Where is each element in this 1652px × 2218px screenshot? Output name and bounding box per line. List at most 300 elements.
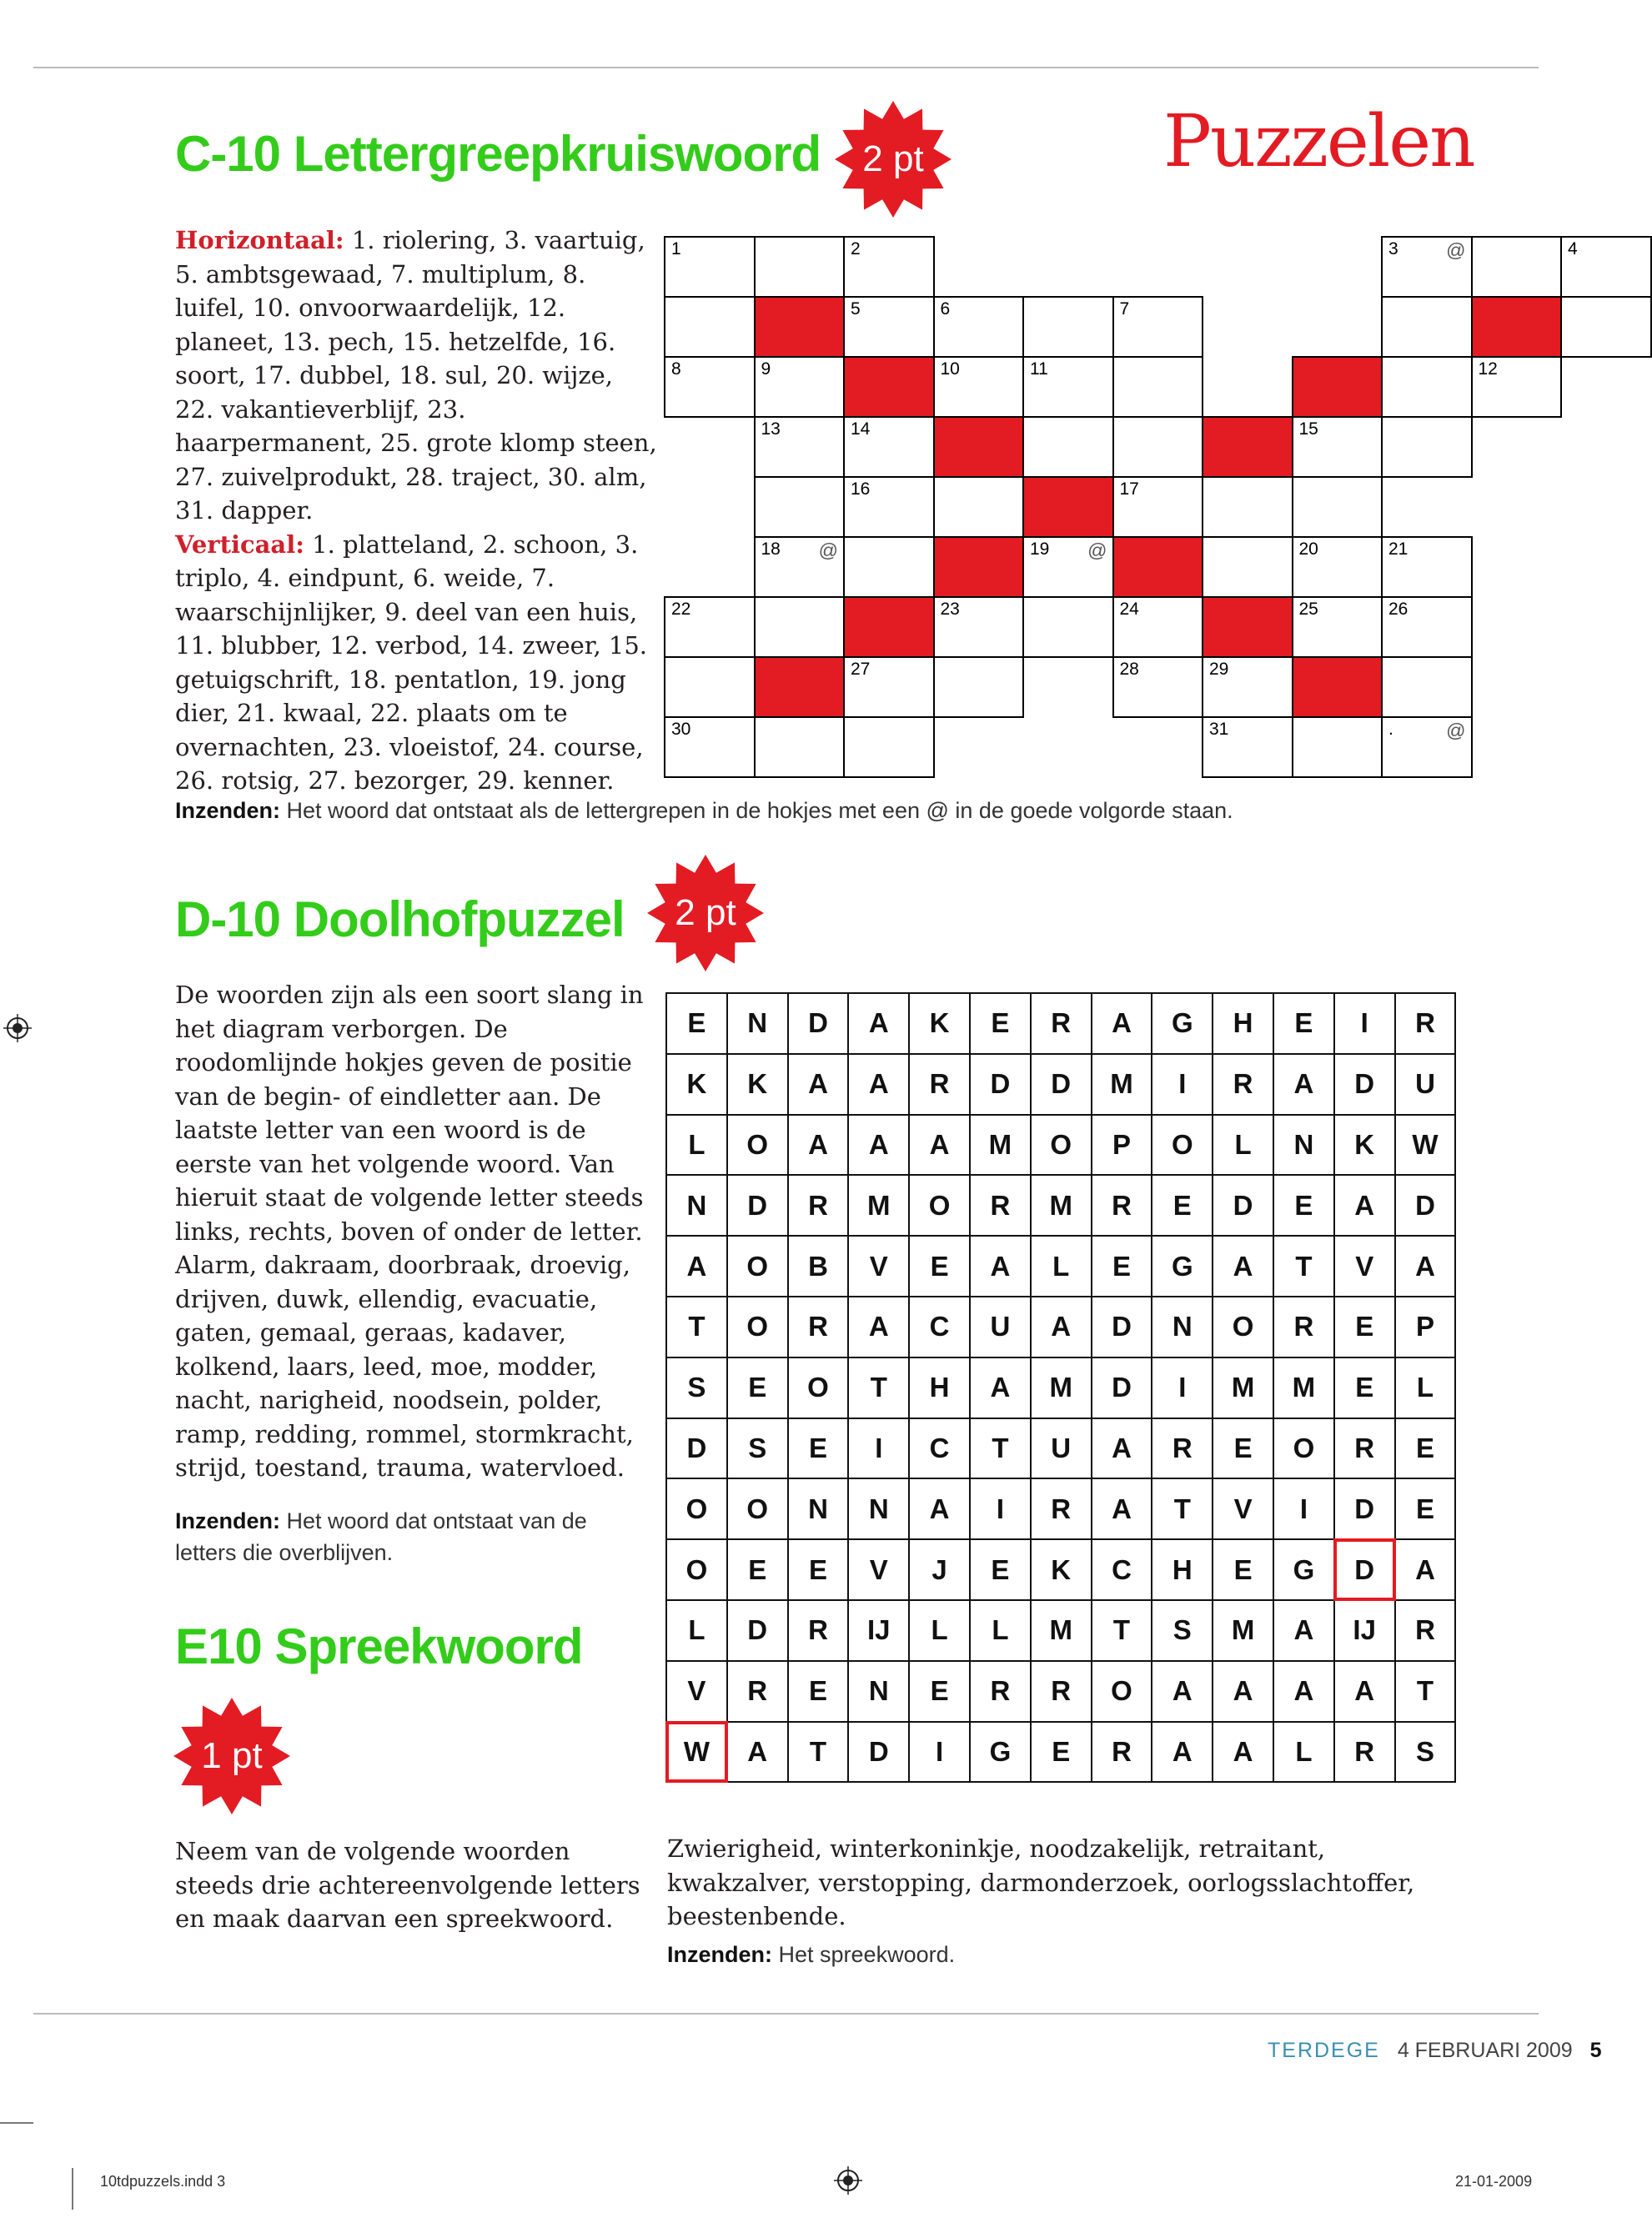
maze-cell[interactable]: A	[847, 1296, 910, 1358]
maze-cell[interactable]: K	[1333, 1114, 1396, 1177]
clue-number: 19	[1030, 539, 1050, 559]
crossword-black-cell	[1022, 476, 1114, 538]
crossword-cell[interactable]	[664, 356, 756, 418]
maze-cell[interactable]: M	[969, 1114, 1032, 1177]
d10-submit-label: Inzenden:	[175, 1508, 280, 1533]
crossword-cell[interactable]	[754, 236, 846, 298]
maze-cell[interactable]: M	[847, 1174, 910, 1237]
crossword-cell[interactable]	[1381, 416, 1473, 478]
crossword-cell[interactable]	[1292, 596, 1383, 658]
crossword-cell[interactable]	[1022, 356, 1114, 418]
at-marker-icon: @	[1087, 539, 1107, 561]
d10-intro: De woorden zijn als een soort slang in het diagram verborgen. De roodomlijnde hokjes geven de positie van de begin- of eindletter aan. De laatste letter van een woord is de eerste van het volgende woord. Van hieruit staat de volgende letter steeds links, rechts, boven of onder de letter.	[175, 981, 644, 1246]
crossword-cell[interactable]	[1292, 416, 1383, 478]
maze-cell[interactable]: E	[787, 1538, 850, 1601]
maze-cell[interactable]: E	[969, 992, 1032, 1055]
crossword-cell[interactable]	[1292, 716, 1383, 778]
maze-cell[interactable]: P	[1394, 1296, 1457, 1358]
maze-cell[interactable]: A	[787, 1053, 850, 1116]
clue-number: 26	[1388, 600, 1408, 619]
maze-cell[interactable]: G	[1151, 1235, 1213, 1297]
maze-cell[interactable]: A	[1212, 1721, 1274, 1784]
maze-cell[interactable]: G	[1273, 1538, 1335, 1601]
c10-title-text: Lettergreepkruiswoord	[293, 126, 821, 182]
maze-cell[interactable]: I	[1151, 1053, 1213, 1116]
maze-cell[interactable]: D	[726, 1174, 789, 1237]
maze-cell[interactable]: A	[1151, 1721, 1213, 1784]
maze-cell[interactable]: R	[969, 1174, 1032, 1237]
c10-submit	[175, 795, 1509, 826]
maze-cell[interactable]: A	[1030, 1296, 1092, 1358]
maze-cell[interactable]: N	[665, 1174, 728, 1237]
crossword-cell[interactable]	[843, 536, 935, 598]
e10-title-text: Spreekwoord	[274, 1618, 583, 1674]
crossword-cell[interactable]	[1112, 596, 1204, 658]
maze-cell[interactable]: D	[847, 1721, 910, 1784]
maze-cell[interactable]: L	[1030, 1235, 1092, 1297]
crossword-cell[interactable]	[1560, 296, 1652, 358]
clue-number: 30	[671, 720, 691, 739]
crossword-cell[interactable]	[1112, 416, 1204, 478]
maze-cell[interactable]: L	[1273, 1721, 1335, 1784]
c10-submit-text: Het woord dat ontstaat als de lettergrepen in de hokjes met een @ in de goede volgorde staan.	[286, 798, 1233, 823]
crossword-cell[interactable]	[1381, 536, 1473, 598]
crossword-cell[interactable]	[843, 416, 935, 478]
maze-cell[interactable]: N	[787, 1478, 850, 1540]
maze-cell[interactable]: M	[1091, 1053, 1153, 1116]
maze-cell[interactable]: W	[1394, 1114, 1457, 1177]
c10-points-badge	[832, 98, 954, 220]
crossword-black-cell	[843, 596, 935, 658]
maze-cell[interactable]: A	[1394, 1538, 1457, 1601]
maze-cell[interactable]: R	[1030, 992, 1092, 1055]
clue-number: 20	[1298, 539, 1318, 559]
clue-number: 7	[1119, 299, 1130, 319]
maze-cell[interactable]: E	[908, 1660, 971, 1723]
d10-points: 2 pt	[675, 892, 736, 933]
maze-cell[interactable]: O	[726, 1114, 789, 1177]
maze-cell[interactable]: O	[1091, 1660, 1153, 1723]
e10-word-list: Zwierigheid, winterkoninkje, noodzakelijk, retraitant, kwakzalver, verstopping, darmonderzoek, oorlogsslachtoffer, beestenbende.	[667, 1834, 1415, 1930]
maze-cell[interactable]: D	[787, 992, 850, 1055]
maze-cell[interactable]: M	[1030, 1357, 1092, 1419]
maze-cell[interactable]: R	[1394, 1599, 1457, 1662]
maze-cell[interactable]: U	[969, 1296, 1032, 1358]
crossword-cell[interactable]	[843, 476, 935, 538]
crossword-cell[interactable]	[933, 476, 1025, 538]
maze-cell[interactable]: E	[969, 1538, 1032, 1601]
maze-cell[interactable]: A	[969, 1357, 1032, 1419]
maze-cell[interactable]: E	[726, 1538, 789, 1601]
crossword-cell[interactable]	[1471, 356, 1563, 418]
maze-cell[interactable]: A	[969, 1235, 1032, 1297]
maze-cell[interactable]: G	[1151, 992, 1213, 1055]
maze-cell[interactable]: H	[1151, 1538, 1213, 1601]
crossword-cell[interactable]	[1022, 536, 1114, 598]
at-marker-icon: @	[1446, 720, 1466, 741]
maze-grid	[665, 992, 1456, 1780]
maze-cell[interactable]: U	[1394, 1053, 1457, 1116]
magazine-name: TERDEGE	[1268, 2039, 1380, 2062]
maze-cell[interactable]: E	[1151, 1174, 1213, 1237]
maze-cell[interactable]: P	[1091, 1114, 1153, 1177]
maze-cell[interactable]: D	[726, 1599, 789, 1662]
maze-cell[interactable]: I	[1333, 992, 1396, 1055]
clue-number: 6	[940, 299, 951, 319]
maze-cell[interactable]: A	[1273, 1660, 1335, 1723]
maze-cell[interactable]: E	[1091, 1235, 1153, 1297]
maze-cell-highlighted[interactable]: W	[665, 1721, 728, 1784]
maze-cell[interactable]: A	[787, 1114, 850, 1177]
maze-cell[interactable]: U	[1030, 1418, 1092, 1480]
clue-number: 4	[1568, 239, 1578, 258]
maze-cell[interactable]: K	[908, 992, 971, 1055]
crossword-cell[interactable]	[1022, 296, 1114, 358]
maze-cell[interactable]: L	[908, 1599, 971, 1662]
maze-cell[interactable]: A	[1333, 1660, 1396, 1723]
maze-cell[interactable]: V	[1212, 1478, 1274, 1540]
crossword-black-cell	[1292, 656, 1383, 718]
vertical-clues: 1. platteland, 2. schoon, 3. triplo, 4. eindpunt, 6. weide, 7. waarschijnlijker, 9. deel van een huis, 11. blubber, 12. verbod, 14. zweer, 15. getuigschrift, 18. pentatlon, 19. jong dier, 21. kwaal, 22. plaats om te overnachten, 23. vloeistof, 24. course, 26. rotsig, 27. bezorger, 29. kenner.	[175, 529, 648, 795]
maze-cell[interactable]: R	[1394, 992, 1457, 1055]
maze-cell[interactable]: L	[665, 1114, 728, 1177]
bottom-rule	[33, 2013, 1539, 2015]
maze-cell[interactable]: E	[908, 1235, 971, 1297]
maze-cell[interactable]: L	[969, 1599, 1032, 1662]
maze-cell[interactable]: C	[908, 1418, 971, 1480]
crossword-cell[interactable]	[754, 476, 846, 538]
crossword-cell[interactable]	[843, 236, 935, 298]
maze-cell[interactable]: J	[908, 1538, 971, 1601]
maze-cell[interactable]: K	[665, 1053, 728, 1116]
clue-number: 5	[851, 299, 861, 319]
maze-cell[interactable]: A	[1212, 1660, 1274, 1723]
maze-cell[interactable]: D	[1212, 1174, 1274, 1237]
crossword-black-cell	[1292, 356, 1383, 418]
maze-cell[interactable]: A	[1273, 1053, 1335, 1116]
clue-number: 21	[1388, 539, 1408, 559]
c10-points: 2 pt	[862, 138, 924, 179]
maze-cell[interactable]: S	[665, 1357, 728, 1419]
crossword-cell[interactable]	[754, 716, 846, 778]
maze-cell[interactable]: T	[1273, 1235, 1335, 1297]
maze-cell[interactable]: B	[787, 1235, 850, 1297]
maze-cell[interactable]: A	[665, 1235, 728, 1297]
crossword-cell[interactable]	[664, 596, 756, 658]
crossword-cell[interactable]	[933, 356, 1025, 418]
maze-cell[interactable]: O	[1030, 1114, 1092, 1177]
crossword-cell[interactable]	[933, 296, 1025, 358]
clue-number: 3	[1388, 239, 1398, 258]
crossword-cell[interactable]	[1560, 236, 1652, 298]
slug-date: 21-01-2009	[1455, 2173, 1533, 2190]
crossword-cell[interactable]	[664, 656, 756, 718]
crossword-black-cell	[843, 356, 935, 418]
clue-number: 24	[1119, 600, 1139, 619]
crossword-cell[interactable]	[1381, 656, 1473, 718]
maze-cell[interactable]: A	[847, 1114, 910, 1177]
c10-clues	[175, 223, 659, 798]
maze-cell[interactable]: S	[726, 1418, 789, 1480]
maze-cell[interactable]: M	[1212, 1357, 1274, 1419]
maze-cell[interactable]: I	[908, 1721, 971, 1784]
maze-cell[interactable]: E	[787, 1660, 850, 1723]
e10-submit	[667, 1939, 1418, 1970]
maze-cell[interactable]: R	[787, 1174, 850, 1237]
maze-cell[interactable]: E	[1394, 1418, 1457, 1480]
clue-number: 23	[940, 600, 960, 619]
crossword-grid	[664, 236, 1578, 778]
e10-points: 1 pt	[201, 1735, 263, 1776]
maze-cell[interactable]: L	[1394, 1357, 1457, 1419]
d10-word-list: Alarm, dakraam, doorbraak, droevig, drijven, duwk, ellendig, evacuatie, gaten, gemaal, geraas, kadaver, kolkend, laars, leed, moe, modder, nacht, narigheid, noodsein, polder, ramp, redding, rommel, stormkracht, strijd, toestand, trauma, watervloed.	[175, 1251, 634, 1482]
clue-number: 22	[671, 600, 691, 619]
maze-cell[interactable]: N	[1151, 1296, 1213, 1358]
clue-number: 2	[851, 239, 861, 258]
maze-cell[interactable]: R	[1091, 1174, 1153, 1237]
d10-title-text: Doolhofpuzzel	[293, 891, 625, 947]
maze-cell[interactable]: E	[726, 1357, 789, 1419]
crossword-cell[interactable]	[664, 236, 756, 298]
clue-number: 27	[851, 660, 871, 679]
maze-cell[interactable]: R	[908, 1053, 971, 1116]
slug-rule-left	[0, 2122, 33, 2124]
maze-cell[interactable]: M	[1030, 1599, 1092, 1662]
d10-points-badge	[645, 852, 766, 974]
maze-cell[interactable]: E	[1212, 1538, 1274, 1601]
maze-cell[interactable]: M	[1273, 1357, 1335, 1419]
maze-cell[interactable]: D	[665, 1418, 728, 1480]
maze-cell[interactable]: T	[1394, 1660, 1457, 1723]
crossword-cell[interactable]	[1381, 716, 1473, 778]
maze-cell[interactable]: T	[847, 1357, 910, 1419]
maze-cell[interactable]: A	[1151, 1660, 1213, 1723]
maze-cell[interactable]: A	[847, 1053, 910, 1116]
crossword-cell[interactable]	[843, 716, 935, 778]
maze-cell[interactable]: C	[1091, 1538, 1153, 1601]
maze-cell[interactable]: S	[1151, 1599, 1213, 1662]
maze-cell[interactable]: A	[1273, 1599, 1335, 1662]
maze-cell[interactable]: A	[1394, 1235, 1457, 1297]
c10-submit-label: Inzenden:	[175, 798, 280, 823]
maze-cell[interactable]: E	[1273, 1174, 1335, 1237]
maze-cell[interactable]: O	[726, 1478, 789, 1540]
maze-cell[interactable]: A	[908, 1114, 971, 1177]
maze-cell[interactable]: T	[1151, 1478, 1213, 1540]
maze-cell[interactable]: D	[1091, 1357, 1153, 1419]
maze-cell[interactable]: R	[1333, 1418, 1396, 1480]
maze-cell[interactable]: I	[969, 1478, 1032, 1540]
maze-cell[interactable]: A	[726, 1721, 789, 1784]
maze-cell[interactable]: E	[1273, 992, 1335, 1055]
e10-code: E10	[175, 1618, 262, 1674]
maze-cell[interactable]: R	[726, 1660, 789, 1723]
maze-cell[interactable]: N	[847, 1478, 910, 1540]
maze-cell[interactable]: V	[847, 1235, 910, 1297]
maze-cell[interactable]: E	[1333, 1296, 1396, 1358]
maze-cell[interactable]: E	[1030, 1721, 1092, 1784]
crossword-cell[interactable]	[1381, 296, 1473, 358]
maze-cell[interactable]: K	[726, 1053, 789, 1116]
maze-cell[interactable]: D	[969, 1053, 1032, 1116]
maze-cell[interactable]: IJ	[847, 1599, 910, 1662]
maze-cell[interactable]: O	[726, 1235, 789, 1297]
crossword-cell[interactable]	[754, 536, 846, 598]
maze-cell[interactable]: R	[1091, 1721, 1153, 1784]
crossword-cell[interactable]	[664, 716, 756, 778]
clue-number: 10	[940, 359, 960, 379]
clue-number: 17	[1119, 479, 1139, 499]
maze-cell[interactable]: H	[908, 1357, 971, 1419]
crossword-cell[interactable]	[1112, 356, 1204, 418]
crossword-black-cell	[754, 296, 846, 358]
maze-cell[interactable]: V	[665, 1660, 728, 1723]
maze-cell[interactable]: N	[726, 992, 789, 1055]
maze-cell[interactable]: N	[1273, 1114, 1335, 1177]
slug-file: 10tdpuzzels.indd 3	[100, 2173, 226, 2190]
maze-cell[interactable]: O	[726, 1296, 789, 1358]
crossword-cell[interactable]	[1112, 656, 1204, 718]
maze-cell[interactable]: R	[1273, 1296, 1335, 1358]
maze-cell[interactable]: A	[1333, 1174, 1396, 1237]
maze-cell[interactable]: T	[1091, 1599, 1153, 1662]
maze-cell[interactable]: T	[969, 1418, 1032, 1480]
maze-cell[interactable]: A	[1091, 992, 1153, 1055]
maze-cell[interactable]: R	[787, 1296, 850, 1358]
crossword-cell[interactable]	[1381, 596, 1473, 658]
crossword-black-cell	[1471, 296, 1563, 358]
clue-number: 12	[1478, 359, 1498, 379]
maze-cell[interactable]: O	[1212, 1296, 1274, 1358]
maze-cell[interactable]: E	[787, 1418, 850, 1480]
maze-cell[interactable]: O	[908, 1174, 971, 1237]
crossword-cell[interactable]	[1202, 476, 1293, 538]
maze-cell[interactable]: L	[665, 1599, 728, 1662]
crossword-cell[interactable]	[1381, 236, 1473, 298]
crossword-cell[interactable]	[1471, 236, 1563, 298]
maze-cell[interactable]: L	[1212, 1114, 1274, 1177]
maze-cell[interactable]: I	[847, 1418, 910, 1480]
clue-number: 9	[761, 359, 771, 379]
maze-cell[interactable]: D	[1091, 1296, 1153, 1358]
crossword-cell[interactable]	[1292, 476, 1383, 538]
crossword-cell[interactable]	[754, 596, 846, 658]
maze-cell[interactable]: R	[787, 1599, 850, 1662]
maze-cell-highlighted[interactable]: D	[1333, 1538, 1396, 1601]
clue-number: 29	[1209, 660, 1229, 679]
maze-cell[interactable]: D	[1333, 1478, 1396, 1540]
horizontal-label: Horizontaal:	[175, 226, 344, 254]
clue-number: 14	[851, 419, 871, 439]
maze-cell[interactable]: M	[1030, 1174, 1092, 1237]
crossword-cell[interactable]	[1202, 716, 1293, 778]
maze-cell[interactable]: A	[847, 992, 910, 1055]
maze-cell[interactable]: E	[1333, 1357, 1396, 1419]
maze-cell[interactable]: S	[1394, 1721, 1457, 1784]
maze-cell[interactable]: I	[1273, 1478, 1335, 1540]
maze-cell[interactable]: V	[847, 1538, 910, 1601]
maze-cell[interactable]: T	[787, 1721, 850, 1784]
crossword-cell[interactable]	[933, 656, 1025, 718]
maze-cell[interactable]: O	[665, 1538, 728, 1601]
c10-code: C-10	[175, 126, 281, 182]
maze-cell[interactable]: IJ	[1333, 1599, 1396, 1662]
e10-submit-label: Inzenden:	[667, 1942, 772, 1967]
maze-cell[interactable]: D	[1333, 1053, 1396, 1116]
folio	[1268, 2039, 1602, 2063]
maze-cell[interactable]: O	[665, 1478, 728, 1540]
maze-cell[interactable]: A	[1091, 1418, 1153, 1480]
section-title: Puzzelen	[1163, 100, 1474, 183]
maze-cell[interactable]: R	[1030, 1660, 1092, 1723]
maze-cell[interactable]: R	[1333, 1721, 1396, 1784]
e10-points-badge	[171, 1695, 293, 1817]
crossword-cell[interactable]	[933, 596, 1025, 658]
maze-cell[interactable]: V	[1333, 1235, 1396, 1297]
maze-cell[interactable]: I	[1151, 1357, 1213, 1419]
maze-cell[interactable]: R	[969, 1660, 1032, 1723]
clue-number: 18	[761, 539, 781, 559]
crossword-cell[interactable]	[754, 416, 846, 478]
maze-cell[interactable]: D	[1394, 1174, 1457, 1237]
slug-tick	[72, 2168, 73, 2210]
clue-number: 1	[671, 239, 681, 258]
maze-cell[interactable]: G	[969, 1721, 1032, 1784]
crossword-cell[interactable]	[843, 656, 935, 718]
at-marker-icon: @	[1446, 239, 1466, 261]
maze-cell[interactable]: A	[908, 1478, 971, 1540]
maze-cell[interactable]: R	[1151, 1418, 1213, 1480]
maze-cell[interactable]: H	[1212, 992, 1274, 1055]
crossword-cell[interactable]	[1112, 296, 1204, 358]
maze-cell[interactable]: O	[1151, 1114, 1213, 1177]
c10-title	[175, 125, 821, 183]
maze-cell[interactable]: E	[1212, 1418, 1274, 1480]
crossword-cell[interactable]	[1202, 656, 1293, 718]
clue-number: 31	[1209, 720, 1229, 739]
crossword-cell[interactable]	[664, 296, 756, 358]
crossword-black-cell	[1202, 596, 1293, 658]
clue-number: 25	[1298, 600, 1318, 619]
horizontal-clues: 1. riolering, 3. vaartuig, 5. ambtsgewaad, 7. multiplum, 8. luifel, 10. onvoorwaardelijk, 12. planeet, 13. pech, 15. hetzelfde, 16. soort, 17. dubbel, 18. sul, 20. wijze, 22. vakantieverblijf, 23. haarpermanent, 25. grote klomp steen, 27. zuivelprodukt, 28. traject, 30. alm, 31. dapper.	[175, 226, 657, 524]
maze-cell[interactable]: A	[1091, 1478, 1153, 1540]
maze-cell[interactable]: D	[1030, 1053, 1092, 1116]
crossword-black-cell	[933, 536, 1025, 598]
maze-cell[interactable]: M	[1212, 1599, 1274, 1662]
maze-cell[interactable]: O	[1273, 1418, 1335, 1480]
maze-cell[interactable]: O	[787, 1357, 850, 1419]
crossword-cell[interactable]	[1292, 536, 1383, 598]
page-number: 5	[1589, 2039, 1602, 2062]
crossword-cell[interactable]	[1112, 476, 1204, 538]
at-marker-icon: @	[818, 539, 838, 561]
maze-cell[interactable]: N	[847, 1660, 910, 1723]
crossword-cell[interactable]	[1022, 416, 1114, 478]
clue-number: .	[1388, 720, 1393, 739]
maze-cell[interactable]: T	[665, 1296, 728, 1358]
maze-cell[interactable]: K	[1030, 1538, 1092, 1601]
maze-cell[interactable]: E	[665, 992, 728, 1055]
maze-cell[interactable]: E	[1394, 1478, 1457, 1540]
maze-cell[interactable]: C	[908, 1296, 971, 1358]
maze-cell[interactable]: R	[1030, 1478, 1092, 1540]
crossword-cell[interactable]	[843, 296, 935, 358]
maze-cell[interactable]: A	[1212, 1235, 1274, 1297]
maze-cell[interactable]: R	[1212, 1053, 1274, 1116]
crossword-cell[interactable]	[754, 356, 846, 418]
registration-mark-icon	[834, 2166, 862, 2195]
crossword-cell[interactable]	[1022, 596, 1114, 658]
